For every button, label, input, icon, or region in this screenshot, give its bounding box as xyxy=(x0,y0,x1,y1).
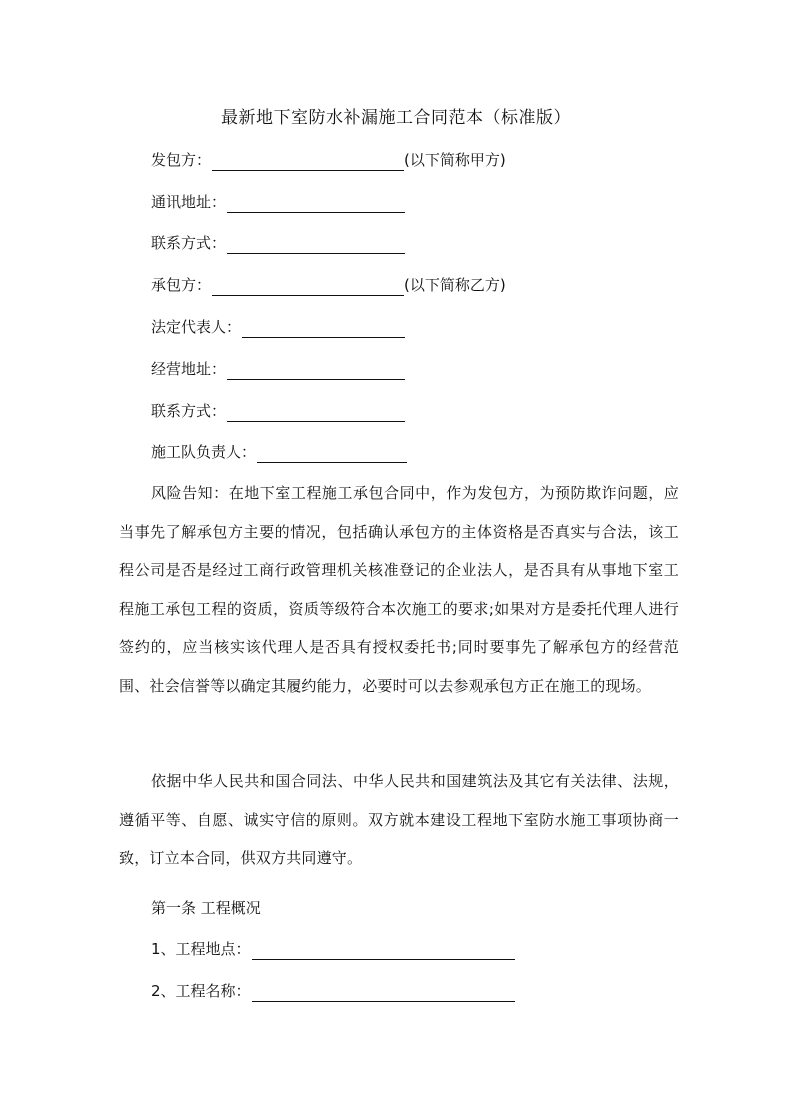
fill-blank xyxy=(252,985,515,1002)
field-client-contact xyxy=(151,232,405,254)
fill-blank xyxy=(257,446,407,463)
section-heading: 第一条 工程概况 xyxy=(151,899,261,917)
risk-notice-paragraph: 风险告知：在地下室工程施工承包合同中，作为发包方，为预防欺诈问题，应当事先了解承包方主要的情况，包括确认承包方的主体资格是否真实与合法，该工程公司是否是经过工商行政管理机关核准登记的企业法人，是否具有从事地下室工程施工承包工程的资质，资质等级符合本次施工的要求;如果对方是委托代理人进行签约的，应当核实该代理人是否具有授权委托书;同时要事先了解承包方的经营范围、社会信誉等以确定其履约能力，必要时可以去参观承包方正在施工的现场。 xyxy=(119,484,679,695)
field-client-address xyxy=(151,191,405,213)
fill-blank xyxy=(227,405,405,422)
field-contractor xyxy=(151,274,506,296)
field-suffix: (以下简称甲方) xyxy=(404,151,506,169)
field-label: 联系方式： xyxy=(151,402,227,420)
fill-blank xyxy=(227,237,405,254)
fill-blank xyxy=(212,279,404,296)
fill-blank xyxy=(242,321,405,338)
field-label: 承包方： xyxy=(151,276,212,294)
field-label: 2、工程名称： xyxy=(151,982,251,1000)
legal-basis-paragraph: 依据中华人民共和国合同法、中华人民共和国建筑法及其它有关法律、法规，遵循平等、自愿、诚实守信的原则。双方就本建设工程地下室防水施工事项协商一致，订立本合同，供双方共同遵守。 xyxy=(119,772,679,867)
field-contractor-contact xyxy=(151,400,405,422)
field-client xyxy=(151,149,506,171)
fill-blank xyxy=(227,363,405,380)
document-title: 最新地下室防水补漏施工合同范本（标准版） xyxy=(221,108,571,128)
field-business-address xyxy=(151,358,405,380)
field-label: 施工队负责人： xyxy=(151,443,257,461)
field-label: 通讯地址： xyxy=(151,193,227,211)
fill-blank xyxy=(227,196,405,213)
field-label: 联系方式： xyxy=(151,234,227,252)
field-label: 经营地址： xyxy=(151,360,227,378)
fill-blank xyxy=(212,154,404,171)
field-project-name xyxy=(151,980,515,1002)
field-team-leader xyxy=(151,441,407,463)
field-label: 法定代表人： xyxy=(151,318,242,336)
field-project-location xyxy=(151,938,515,960)
field-label: 发包方： xyxy=(151,151,212,169)
field-label: 1、工程地点： xyxy=(151,940,251,958)
field-legal-representative xyxy=(151,316,405,338)
field-suffix: (以下简称乙方) xyxy=(404,276,506,294)
fill-blank xyxy=(252,943,515,960)
